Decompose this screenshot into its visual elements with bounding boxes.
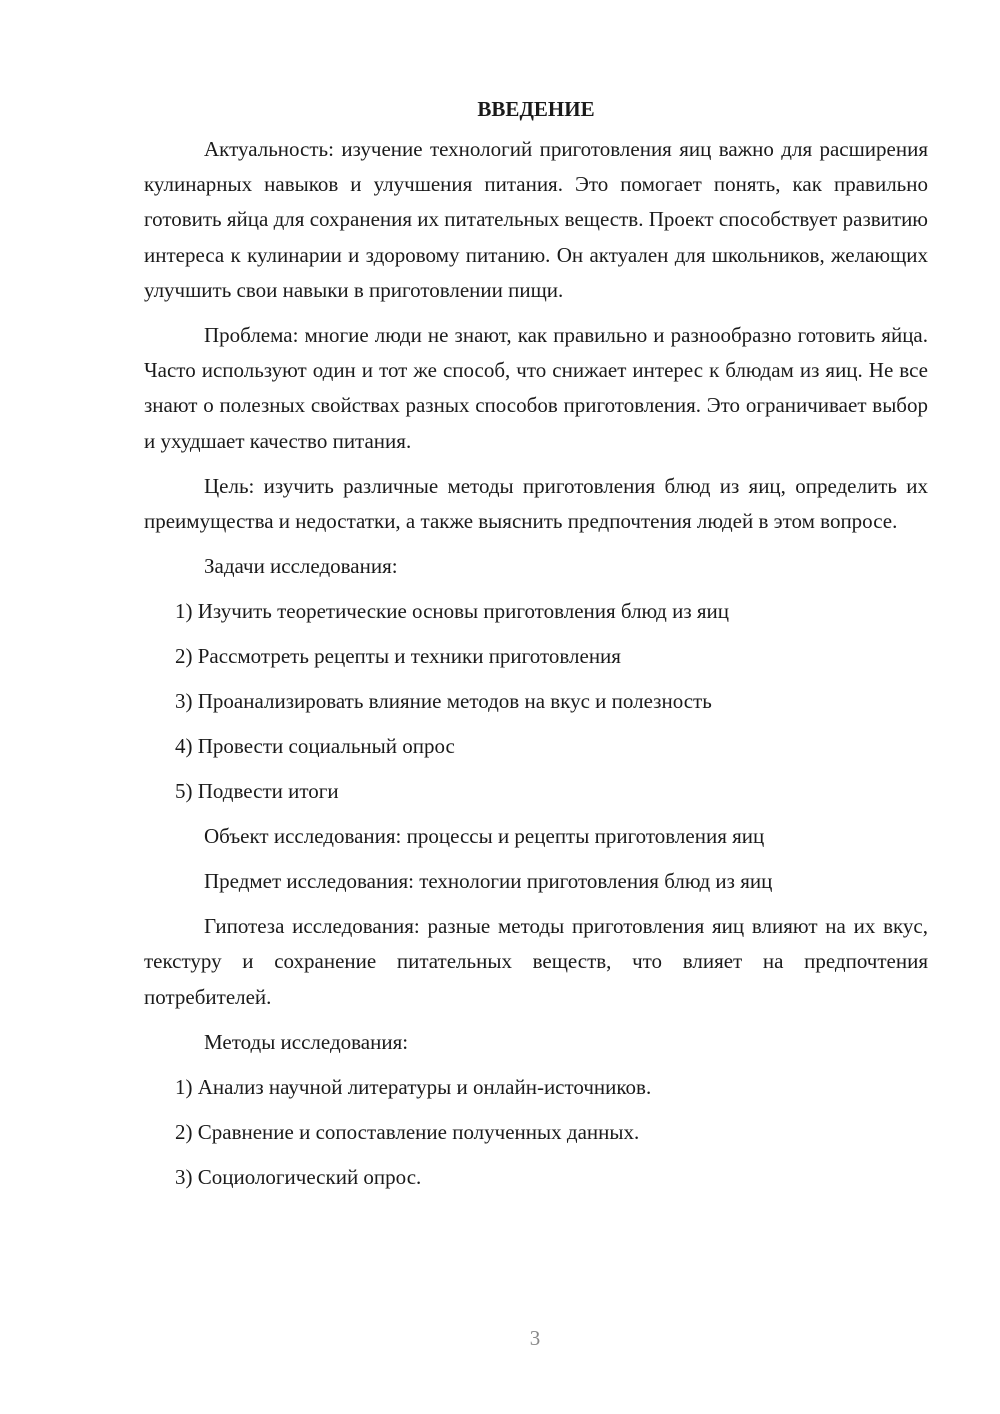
method-item-3: 3) Социологический опрос.: [175, 1164, 422, 1189]
tasks-heading: Задачи исследования:: [204, 554, 398, 579]
relevance-paragraph: Актуальность: изучение технологий приготовления яиц важно для расширения кулинарных навыков и улучшения питания. Это помогает понять, как правильно готовить яйца для сохранения их питательных веществ. Проект способствует развитию интереса к кулинарии и здоровому питанию. Он актуален для школьников, желающих улучшить свои навыки в приготовлении пищи.: [144, 137, 928, 302]
task-item-1: 1) Изучить теоретические основы приготовления блюд из яиц: [175, 599, 730, 624]
page-number: 3: [529, 1326, 541, 1350]
task-item-5: 5) Подвести итоги: [175, 779, 339, 804]
method-item-2: 2) Сравнение и сопоставление полученных данных.: [175, 1119, 640, 1144]
research-object: Объект исследования: процессы и рецепты приготовления яиц: [204, 824, 765, 849]
task-item-4: 4) Провести социальный опрос: [175, 734, 455, 759]
hypothesis-paragraph: Гипотеза исследования: разные методы приготовления яиц влияют на их вкус, текстуру и сохранение питательных веществ, что влияет на предпочтения потребителей.: [144, 914, 928, 1009]
research-subject: Предмет исследования: технологии приготовления блюд из яиц: [204, 869, 773, 894]
method-item-1: 1) Анализ научной литературы и онлайн-источников.: [175, 1074, 652, 1099]
methods-heading: Методы исследования:: [204, 1029, 409, 1054]
problem-paragraph: Проблема: многие люди не знают, как правильно и разнообразно готовить яйца. Часто используют один и тот же способ, что снижает интерес к блюдам из яиц. Не все знают о полезных свойствах разных способов приготовления. Это ограничивает выбор и ухудшает качество питания.: [144, 323, 928, 453]
goal-paragraph: Цель: изучить различные методы приготовления блюд из яиц, определить их преимущества и недостатки, а также выяснить предпочтения людей в этом вопросе.: [144, 473, 928, 534]
section-title: ВВЕДЕНИЕ: [477, 97, 595, 121]
task-item-3: 3) Проанализировать влияние методов на вкус и полезность: [175, 689, 712, 714]
task-item-2: 2) Рассмотреть рецепты и техники приготовления: [175, 644, 621, 669]
document-page: [144, 92, 928, 1205]
